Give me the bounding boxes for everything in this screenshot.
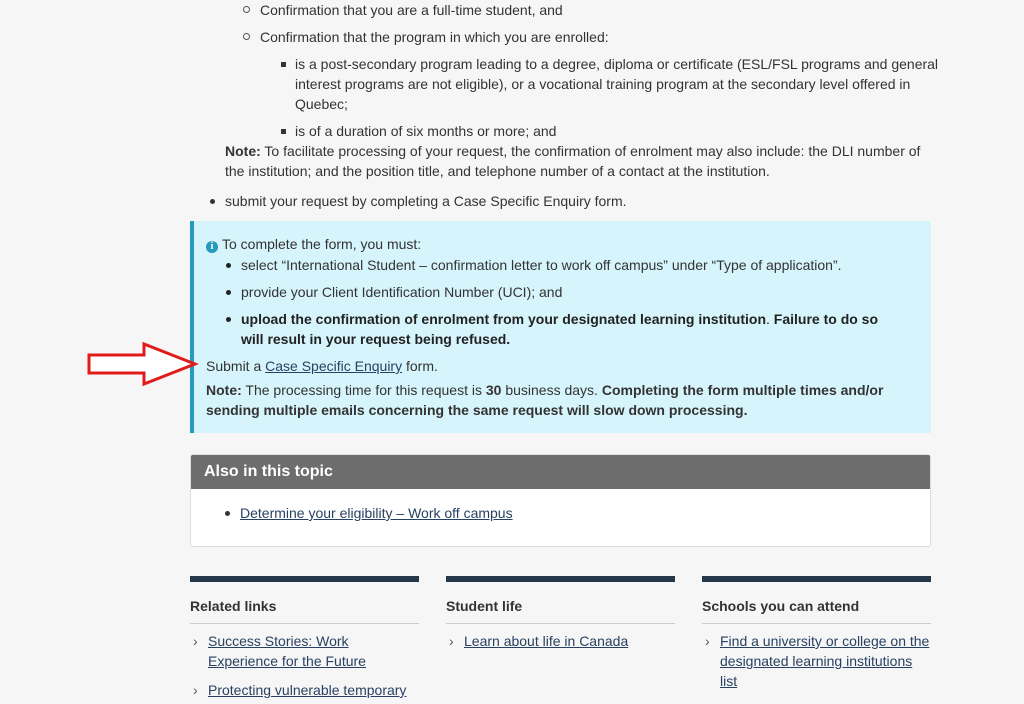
list-item-text: select “International Student – confirmation letter to work off campus” under “Type of application”. xyxy=(241,257,842,273)
upload-warning: Failure to do so will result in your request being refused. xyxy=(241,311,879,347)
note-text: The processing time for this request is xyxy=(241,382,486,398)
list-item xyxy=(702,631,931,691)
footer-student-life xyxy=(446,576,675,655)
case-specific-enquiry-link[interactable]: Case Specific Enquiry xyxy=(265,358,403,374)
form-steps-list xyxy=(224,255,924,356)
info-heading-text: To complete the form, you must: xyxy=(222,236,422,252)
success-stories-link[interactable]: Success Stories: Work Experience for the Future xyxy=(208,633,366,669)
list-item xyxy=(224,255,924,275)
list-item: upload the confirmation of enrolment from your designated learning institution. Failure to do so will result in your request being refused. xyxy=(224,309,901,349)
note-label: Note: xyxy=(206,382,242,398)
list-item-text: Confirmation that you are a full-time student, and xyxy=(260,2,563,18)
processing-days: 30 xyxy=(485,382,502,398)
dli-list-link[interactable]: Find a university or college on the designated learning institutions list xyxy=(720,633,930,689)
chevron-right-icon: › xyxy=(193,633,198,649)
program-conditions-list xyxy=(280,54,939,141)
requirements-list xyxy=(242,0,939,141)
info-heading xyxy=(206,234,421,254)
list-item xyxy=(190,631,419,671)
list-item xyxy=(280,54,945,114)
list-item-text: provide your Client Identification Number (UCI); and xyxy=(241,284,563,300)
footer-column-title: Schools you can attend xyxy=(702,582,931,624)
submit-form-line xyxy=(206,356,438,376)
list-item-text: is of a duration of six months or more; and xyxy=(295,123,557,139)
panel-title: Also in this topic xyxy=(191,455,930,489)
footer-links-list xyxy=(190,631,419,700)
chevron-right-icon: › xyxy=(449,633,454,649)
list-item xyxy=(446,631,675,651)
protecting-workers-link[interactable]: Protecting vulnerable temporary xyxy=(208,682,407,698)
submit-request-text: submit your request by completing a Case Specific Enquiry form. xyxy=(225,193,627,209)
chevron-right-icon: › xyxy=(193,682,198,698)
footer-related-links xyxy=(190,576,419,704)
red-arrow-icon xyxy=(87,342,199,386)
list-item xyxy=(280,121,930,141)
note-text: business days. xyxy=(501,382,602,398)
enrolment-note xyxy=(225,141,925,181)
list-item xyxy=(223,503,513,523)
footer-column-title: Student life xyxy=(446,582,675,624)
chevron-right-icon: › xyxy=(705,633,710,649)
submit-request-item xyxy=(208,191,627,211)
eligibility-link[interactable]: Determine your eligibility – Work off campus xyxy=(240,505,513,521)
processing-note xyxy=(206,380,906,420)
list-item xyxy=(190,680,419,700)
note-label: Note: xyxy=(225,143,261,159)
submit-suffix: form. xyxy=(402,358,438,374)
life-in-canada-link[interactable]: Learn about life in Canada xyxy=(464,633,629,649)
footer-links-list xyxy=(446,631,675,651)
also-in-topic-panel xyxy=(190,454,931,547)
list-item xyxy=(242,0,930,20)
footer-links-list xyxy=(702,631,931,691)
submit-prefix: Submit a xyxy=(206,358,266,374)
note-text: To facilitate processing of your request, the confirmation of enrolment may also include: the DLI number of the institution; and the position title, and telephone number of a contact at the institution. xyxy=(225,143,921,179)
info-alert xyxy=(190,221,931,433)
upload-requirement: upload the confirmation of enrolment from your designated learning institution xyxy=(241,311,767,327)
list-item-text: Confirmation that the program in which you are enrolled: xyxy=(260,29,609,45)
processing-warning: Completing the form multiple times and/or sending multiple emails concerning the same request will slow down processing. xyxy=(206,382,884,418)
list-item xyxy=(224,282,924,302)
info-icon: i xyxy=(206,241,218,253)
list-item-text: is a post-secondary program leading to a degree, diploma or certificate (ESL/FSL programs and general interest programs are not eligible), or a vocational training program at the secondary level offered in Quebec; xyxy=(295,56,939,112)
footer-schools xyxy=(702,576,931,695)
list-item xyxy=(242,27,939,141)
footer-column-title: Related links xyxy=(190,582,419,624)
